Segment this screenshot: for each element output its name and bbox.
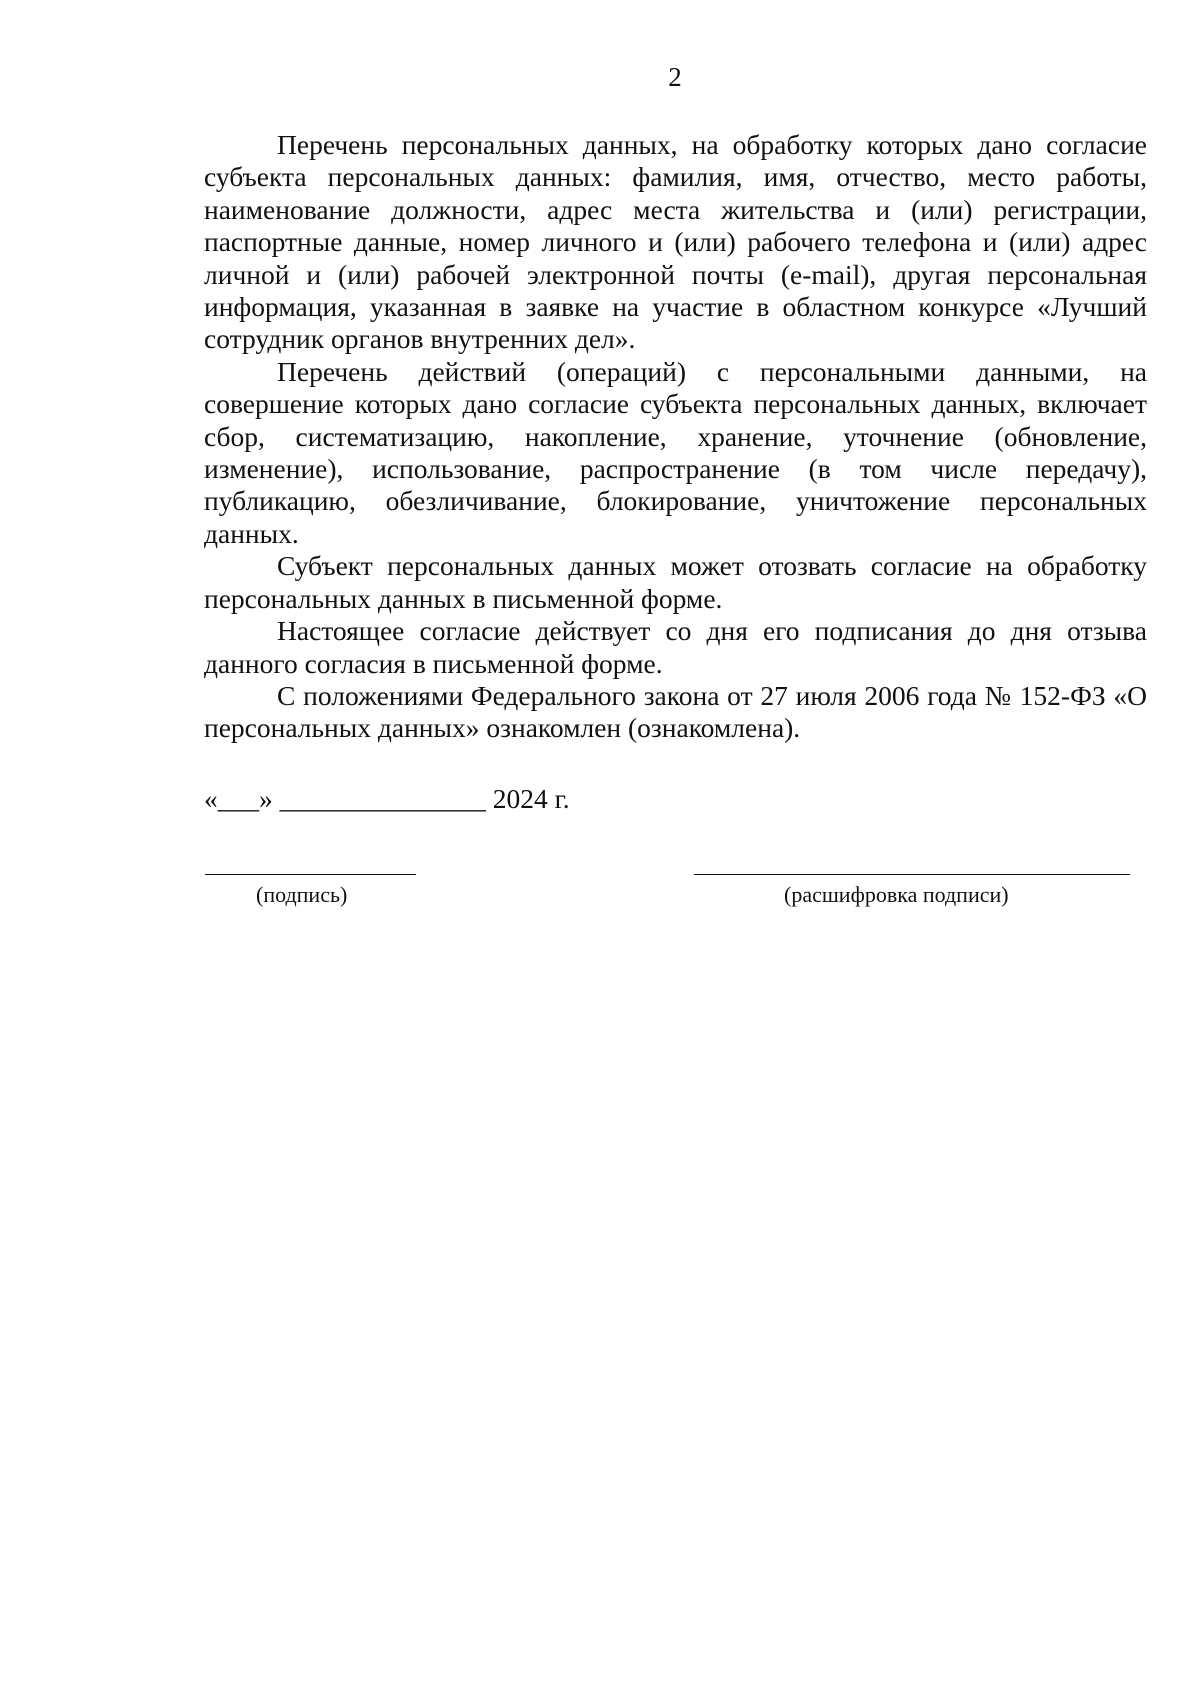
signature-caption: (подпись) <box>256 882 348 907</box>
document-body <box>204 129 1147 745</box>
paragraph-withdrawal: Субъект персональных данных может отозвать согласие на обработку персональных данных в письменной форме. <box>204 550 1147 614</box>
page-number: 2 <box>668 62 682 92</box>
signature-transcript-caption: (расшифровка подписи) <box>784 882 1009 907</box>
paragraph-personal-data-list: Перечень персональных данных, на обработку которых дано согласие субъекта персональных данных: фамилия, имя, отчество, место работы, наименование должности, адрес места жительства и (или) регистрации, паспортные данные, номер личного и (или) рабочего телефона и (или) адрес личной и (или) рабочей электронной почты (e-mail), другая персональная информация, указанная в заявке на участие в областном конкурсе «Лучший сотрудник органов внутренних дел». <box>204 129 1147 355</box>
paragraph-law-acknowledgement: С положениями Федерального закона от 27 июля 2006 года № 152-ФЗ «О персональных данных» ознакомлен (ознакомлена). <box>204 679 1147 744</box>
signature-line <box>205 874 416 875</box>
paragraph-validity: Настоящее согласие действует со дня его подписания до дня отзыва данного согласия в письменной форме. <box>204 615 1147 679</box>
date-line: «___» _______________ 2024 г. <box>204 783 570 814</box>
paragraph-actions-list: Перечень действий (операций) с персональными данными, на совершение которых дано согласие субъекта персональных данных, включает сбор, систематизацию, накопление, хранение, уточнение (обновление, изменение), использование, распространение (в том числе передачу), публикацию, обезличивание, блокирование, уничтожение персональных данных. <box>204 355 1147 549</box>
signature-transcript-line <box>694 874 1130 875</box>
